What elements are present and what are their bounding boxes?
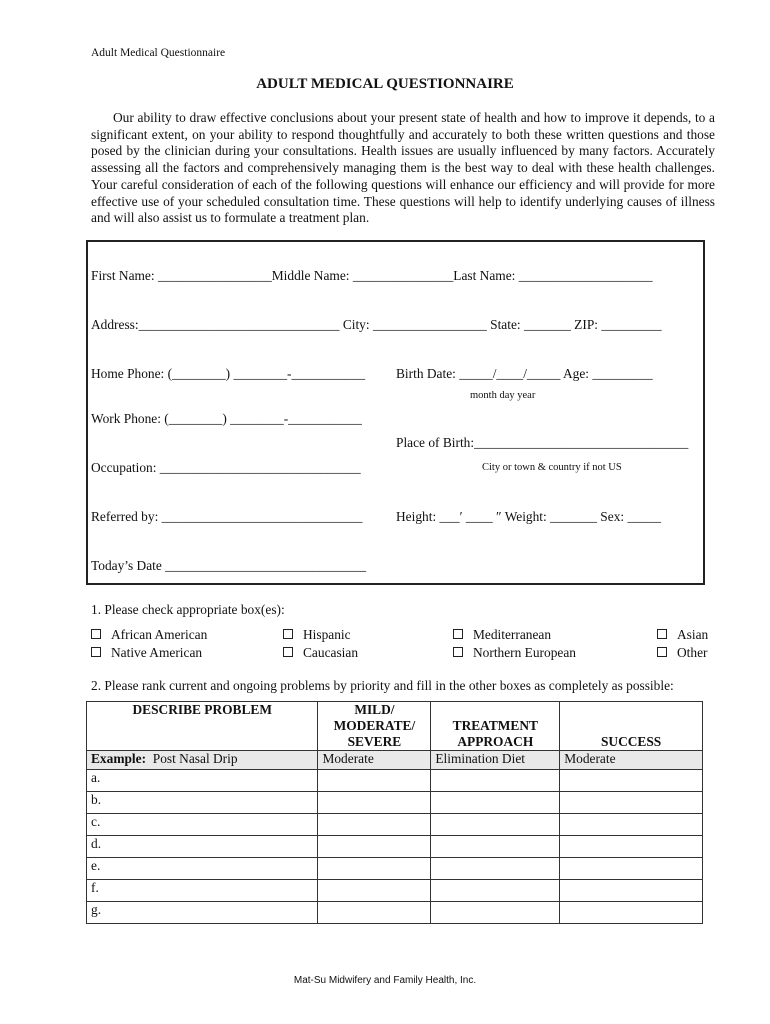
- problem-cell[interactable]: c.: [87, 814, 318, 836]
- checkbox-icon[interactable]: [657, 647, 667, 657]
- page-footer: Mat-Su Midwifery and Family Health, Inc.: [293, 975, 477, 986]
- success-cell[interactable]: [560, 836, 703, 858]
- checkbox-icon[interactable]: [453, 629, 463, 639]
- work-phone-field[interactable]: Work Phone: (________) ________-___________: [91, 411, 362, 426]
- checkbox-icon[interactable]: [91, 629, 101, 639]
- name-fields[interactable]: First Name: _________________Middle Name: _______________Last Name: ____________________: [91, 268, 653, 283]
- intro-paragraph: Our ability to draw effective conclusions about your present state of health and how to improve it depends, to a significant extent, on your ability to respond thoughtfully and accurately to both these written questions and those posed by the clinician during your consultations. Health issues are usually influenced by many factors. Accurately assessing all the factors and comprehensively managing them is the best way to deal with these health challenges. Your careful consideration of each of the following questions will enhance our efficiency and will provide for more effective use of your scheduled consultation time. These questions will help to identify underlying causes of illness and will also assist us to formulate a treatment plan.: [91, 110, 715, 226]
- header-severity-line: SEVERE: [347, 734, 402, 749]
- birth-date-age-fields[interactable]: Birth Date: _____/____/_____ Age: _________: [396, 366, 653, 381]
- approach-cell[interactable]: [431, 902, 560, 924]
- severity-cell[interactable]: [318, 770, 431, 792]
- example-success-cell: Moderate: [560, 751, 703, 770]
- example-problem-cell: [87, 751, 318, 770]
- checkbox-icon[interactable]: [657, 629, 667, 639]
- approach-cell[interactable]: [431, 858, 560, 880]
- success-cell[interactable]: [560, 858, 703, 880]
- problem-cell[interactable]: g.: [87, 902, 318, 924]
- example-approach-cell: Elimination Diet: [431, 751, 560, 770]
- table-row: [87, 902, 703, 924]
- checkbox-northern-european[interactable]: Northern European: [453, 645, 576, 661]
- problem-cell[interactable]: e.: [87, 858, 318, 880]
- problem-cell[interactable]: b.: [87, 792, 318, 814]
- header-severity-line: MILD/: [354, 702, 395, 717]
- header-severity: [318, 702, 431, 751]
- table-header-row: [87, 702, 703, 751]
- approach-cell[interactable]: [431, 792, 560, 814]
- place-of-birth-hint: City or town & country if not US: [482, 462, 622, 473]
- table-row: [87, 858, 703, 880]
- question-1-label: 1. Please check appropriate box(es):: [91, 602, 285, 617]
- severity-cell[interactable]: [318, 836, 431, 858]
- checkbox-icon[interactable]: [453, 647, 463, 657]
- checkbox-other[interactable]: Other: [657, 645, 708, 661]
- table-row: [87, 814, 703, 836]
- checkbox-african-american[interactable]: African American: [91, 627, 207, 643]
- home-phone-field[interactable]: Home Phone: (________) ________-___________: [91, 366, 366, 381]
- todays-date-field[interactable]: Today’s Date ______________________________: [91, 558, 367, 573]
- height-weight-sex-fields[interactable]: Height: ___′ ____ ″ Weight: _______ Sex: _____: [396, 509, 661, 524]
- checkbox-icon[interactable]: [283, 629, 293, 639]
- severity-cell[interactable]: [318, 814, 431, 836]
- table-row: [87, 792, 703, 814]
- approach-cell[interactable]: [431, 836, 560, 858]
- table-row: [87, 880, 703, 902]
- checkbox-native-american[interactable]: Native American: [91, 645, 202, 661]
- success-cell[interactable]: [560, 792, 703, 814]
- header-success: SUCCESS: [560, 702, 703, 751]
- problem-cell[interactable]: f.: [87, 880, 318, 902]
- severity-cell[interactable]: [318, 858, 431, 880]
- table-row: [87, 836, 703, 858]
- address-fields[interactable]: Address:______________________________ City: _________________ State: _______ ZIP: _________: [91, 317, 662, 332]
- severity-cell[interactable]: [318, 792, 431, 814]
- checkbox-hispanic[interactable]: Hispanic: [283, 627, 351, 643]
- success-cell[interactable]: [560, 814, 703, 836]
- checkbox-caucasian[interactable]: Caucasian: [283, 645, 358, 661]
- approach-cell[interactable]: [431, 814, 560, 836]
- header-severity-line: MODERATE/: [333, 718, 416, 733]
- checkbox-icon[interactable]: [91, 647, 101, 657]
- approach-cell[interactable]: [431, 770, 560, 792]
- page-title: ADULT MEDICAL QUESTIONNAIRE: [256, 76, 514, 92]
- example-severity-cell: Moderate: [318, 751, 431, 770]
- approach-cell[interactable]: [431, 880, 560, 902]
- example-label: Example:: [91, 751, 147, 766]
- place-of-birth-field[interactable]: Place of Birth:________________________________: [396, 435, 689, 450]
- success-cell[interactable]: [560, 770, 703, 792]
- example-problem: Post Nasal Drip: [152, 751, 238, 766]
- severity-cell[interactable]: [318, 880, 431, 902]
- header-treatment-line: TREATMENT: [452, 718, 538, 733]
- table-row: [87, 770, 703, 792]
- question-2-label: 2. Please rank current and ongoing problems by priority and fill in the other boxes as completely as possible:: [91, 678, 674, 693]
- running-header: Adult Medical Questionnaire: [91, 47, 226, 59]
- table-example-row: [87, 751, 703, 770]
- occupation-field[interactable]: Occupation: ______________________________: [91, 460, 361, 475]
- success-cell[interactable]: [560, 880, 703, 902]
- header-describe-problem: DESCRIBE PROBLEM: [87, 702, 318, 751]
- problem-cell[interactable]: a.: [87, 770, 318, 792]
- severity-cell[interactable]: [318, 902, 431, 924]
- header-treatment-approach: [431, 702, 560, 751]
- problems-table: [86, 701, 703, 924]
- problem-cell[interactable]: d.: [87, 836, 318, 858]
- checkbox-asian[interactable]: Asian: [657, 627, 708, 643]
- header-treatment-line: APPROACH: [457, 734, 534, 749]
- checkbox-mediterranean[interactable]: Mediterranean: [453, 627, 551, 643]
- referred-by-field[interactable]: Referred by: ______________________________: [91, 509, 363, 524]
- success-cell[interactable]: [560, 902, 703, 924]
- birth-date-hint: month day year: [470, 390, 536, 401]
- checkbox-icon[interactable]: [283, 647, 293, 657]
